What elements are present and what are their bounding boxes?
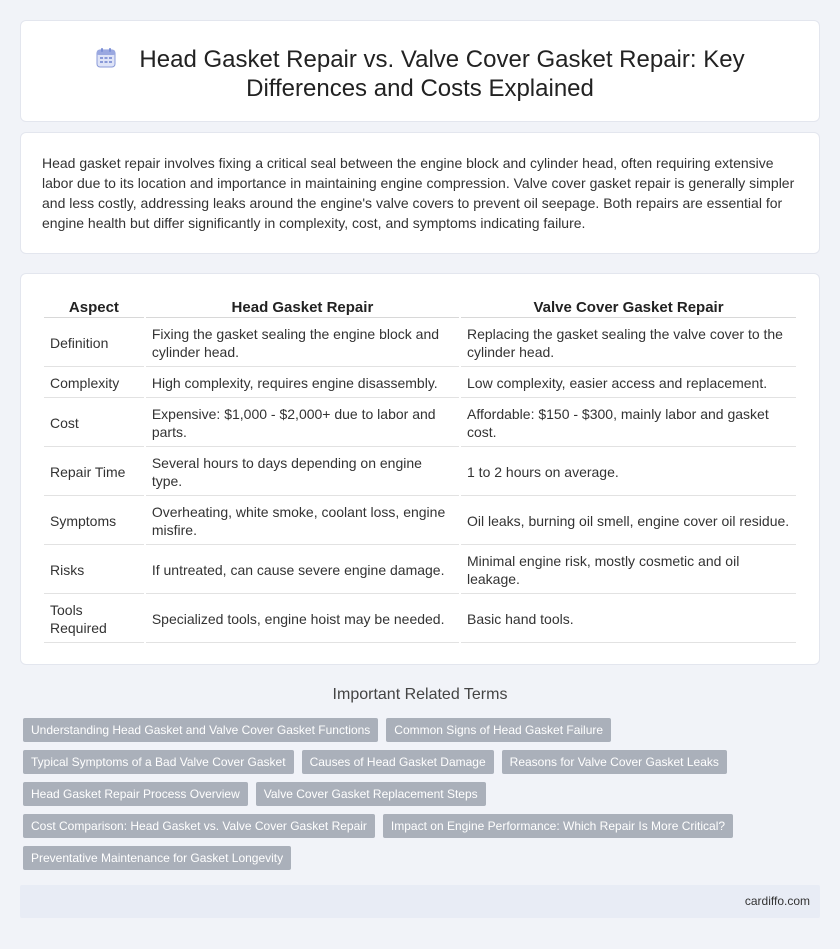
cell-valve-cover: Affordable: $150 - $300, mainly labor and gasket cost. [461,400,796,447]
footer-site-link[interactable]: cardiffo.com [744,894,810,908]
header-valve-cover: Valve Cover Gasket Repair [461,294,796,318]
cell-head-gasket: Specialized tools, engine hoist may be needed. [146,596,459,643]
cell-aspect: Symptoms [44,498,144,545]
cell-head-gasket: High complexity, requires engine disassembly. [146,369,459,398]
cell-aspect: Definition [44,320,144,367]
related-tag[interactable]: Reasons for Valve Cover Gasket Leaks [502,750,727,774]
related-tag[interactable]: Cost Comparison: Head Gasket vs. Valve Cover Gasket Repair [23,814,375,838]
cell-valve-cover: 1 to 2 hours on average. [461,449,796,496]
related-tag[interactable]: Preventative Maintenance for Gasket Longevity [23,846,291,870]
table-row [44,320,796,367]
cell-aspect: Complexity [44,369,144,398]
related-tag[interactable]: Causes of Head Gasket Damage [302,750,494,774]
related-tag[interactable]: Typical Symptoms of a Bad Valve Cover Gasket [23,750,294,774]
cell-valve-cover: Basic hand tools. [461,596,796,643]
cell-head-gasket: Several hours to days depending on engine type. [146,449,459,496]
cell-aspect: Risks [44,547,144,594]
related-tag[interactable]: Head Gasket Repair Process Overview [23,782,248,806]
related-terms-title: Important Related Terms [332,686,508,703]
cell-aspect: Tools Required [44,596,144,643]
page-title-text: Head Gasket Repair vs. Valve Cover Gasket Repair: Key Differences and Costs Explained [139,46,745,102]
related-tag[interactable]: Valve Cover Gasket Replacement Steps [256,782,486,806]
table-row [44,400,796,447]
related-tag[interactable]: Understanding Head Gasket and Valve Cover Gasket Functions [23,718,378,742]
header-aspect: Aspect [44,294,144,318]
footer [20,885,820,918]
related-tag[interactable]: Common Signs of Head Gasket Failure [386,718,611,742]
intro-card [20,132,820,254]
cell-valve-cover: Replacing the gasket sealing the valve cover to the cylinder head. [461,320,796,367]
cell-head-gasket: Expensive: $1,000 - $2,000+ due to labor and parts. [146,400,459,447]
header-head-gasket: Head Gasket Repair [146,294,459,318]
comparison-card [20,273,820,665]
cell-valve-cover: Low complexity, easier access and replacement. [461,369,796,398]
table-header-row [44,294,796,318]
table-row [44,498,796,545]
cell-head-gasket: Fixing the gasket sealing the engine block and cylinder head. [146,320,459,367]
cell-aspect: Cost [44,400,144,447]
cell-head-gasket: Overheating, white smoke, coolant loss, engine misfire. [146,498,459,545]
cell-aspect: Repair Time [44,449,144,496]
comparison-table [42,292,798,645]
table-row [44,369,796,398]
table-row [44,596,796,643]
related-terms-list [23,718,823,878]
intro-text: Head gasket repair involves fixing a critical seal between the engine block and cylinder head, often requiring extensive labor due to its location and importance in maintaining engine compression. Valve cover gasket repair is generally simpler and less costly, addressing leaks around the engine's valve covers to prevent oil seepage. Both repairs are essential for engine health but differ significantly in complexity, cost, and symptoms indicating failure. [42,155,795,231]
page-title [21,45,819,103]
table-row [44,449,796,496]
table-row [44,547,796,594]
header-card [20,20,820,122]
related-tag[interactable]: Impact on Engine Performance: Which Repair Is More Critical? [383,814,733,838]
cell-valve-cover: Oil leaks, burning oil smell, engine cover oil residue. [461,498,796,545]
calendar-icon [95,47,117,69]
cell-head-gasket: If untreated, can cause severe engine damage. [146,547,459,594]
cell-valve-cover: Minimal engine risk, mostly cosmetic and oil leakage. [461,547,796,594]
